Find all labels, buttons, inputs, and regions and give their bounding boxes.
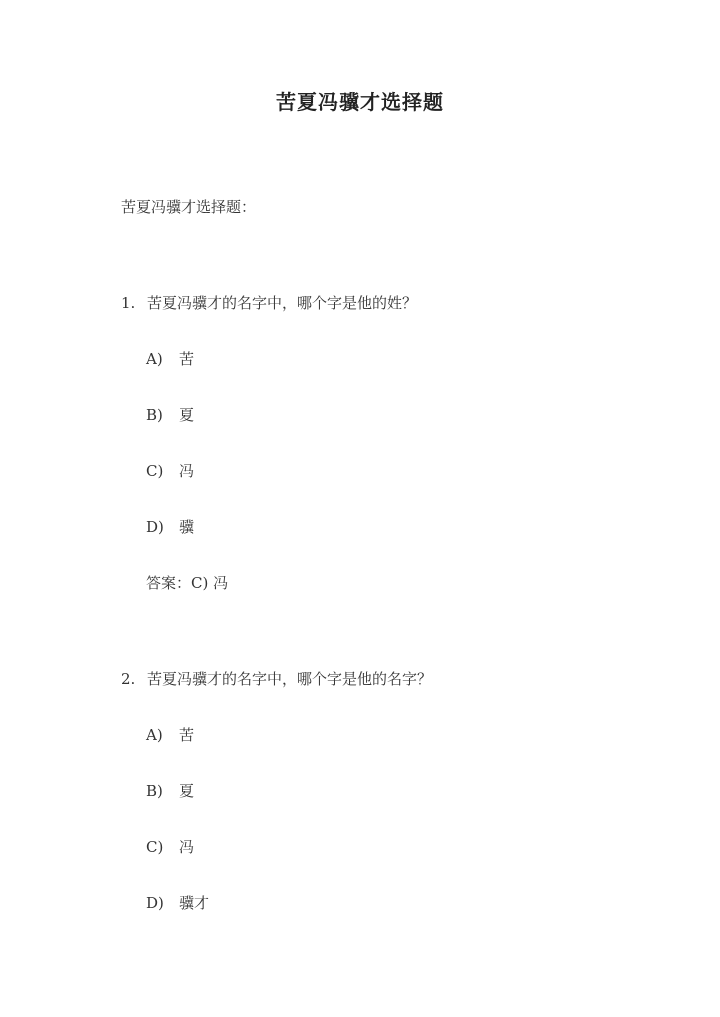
question-1 [121,292,417,313]
option-text: 骥 [179,518,195,536]
question-1-option-d [146,516,194,537]
option-letter: C) [146,462,164,480]
option-text: 冯 [179,462,195,480]
option-text: 夏 [179,406,195,424]
option-letter: C) [146,838,164,856]
option-letter: D) [146,894,164,912]
option-text: 骥才 [179,894,210,912]
option-letter: B) [146,406,163,424]
question-number: 2. [121,670,136,688]
option-letter: A) [146,726,163,744]
question-1-option-a [146,348,194,369]
option-letter: B) [146,782,163,800]
question-2-option-b [146,780,194,801]
question-2-option-a [146,724,194,745]
question-2-option-c [146,836,194,857]
option-text: 苦 [179,726,195,744]
question-2 [121,668,432,689]
option-text: 夏 [179,782,195,800]
intro-line: 苦夏冯骥才选择题： [121,198,257,216]
question-text: 苦夏冯骥才的名字中，哪个字是他的名字？ [147,670,433,688]
question-1-option-c [146,460,194,481]
option-text: 冯 [179,838,195,856]
question-text: 苦夏冯骥才的名字中，哪个字是他的姓？ [147,294,418,312]
option-text: 苦 [179,350,195,368]
option-letter: D) [146,518,164,536]
question-1-answer: 答案：C) 冯 [146,574,229,592]
option-letter: A) [146,350,163,368]
question-2-option-d [146,892,209,913]
question-1-option-b [146,404,194,425]
document-title: 苦夏冯骥才选择题 [276,90,444,114]
question-number: 1. [121,294,136,312]
